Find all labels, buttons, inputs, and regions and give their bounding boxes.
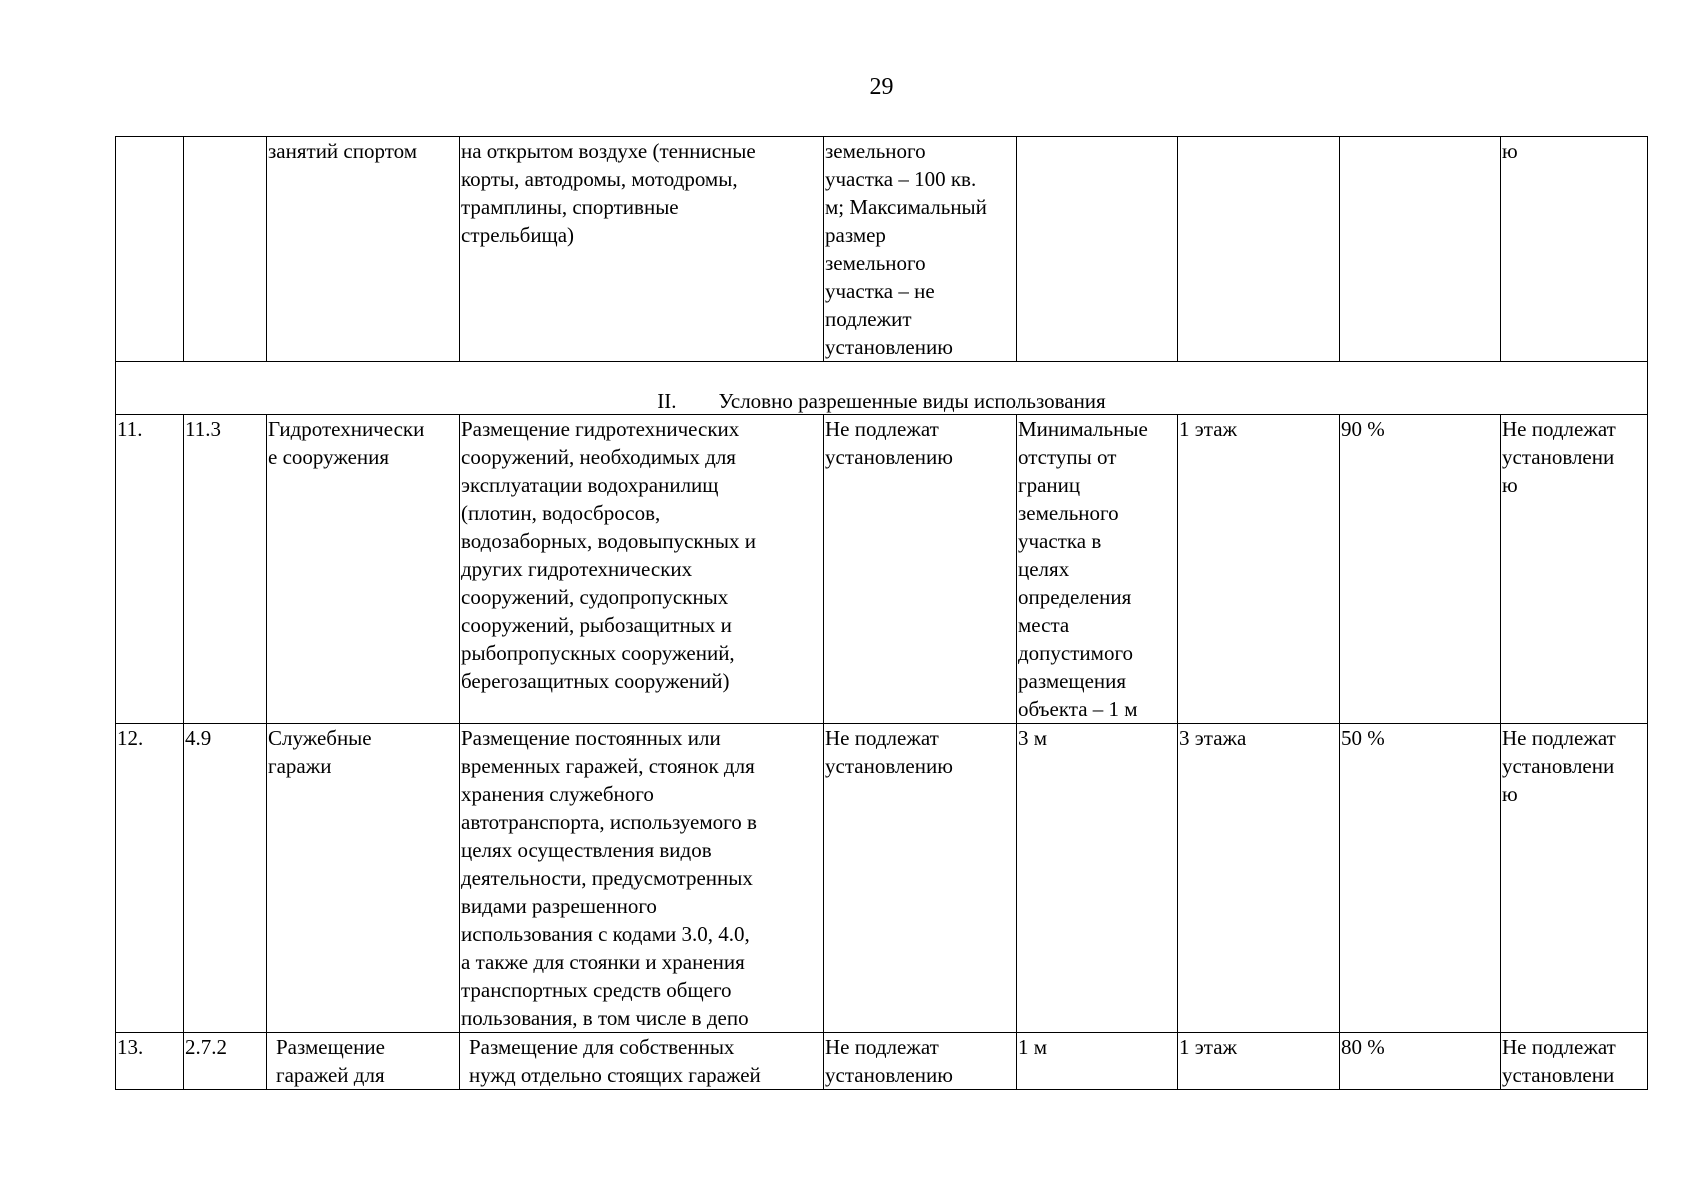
section-header-row [116,362,1648,415]
section-number: II. [657,389,677,413]
table-row [116,415,1648,724]
cell-coverage: 80 % [1340,1033,1501,1090]
cell-plot-size: Не подлежат установлению [824,1033,1017,1090]
cell-description: Размещение для собственных нужд отдельно стоящих гаражей [460,1033,824,1090]
cell-use-name: Служебные гаражи [267,724,460,1033]
cell-code: 4.9 [184,724,267,1033]
cell-description: Размещение гидротехнических сооружений, необходимых для эксплуатации водохранилищ (плотин, водосбросов, водозаборных, водовыпускных и других гидротехнических сооружений, судопропускных сооружений, рыбозащитных и рыбопропускных сооружений, берегозащитных сооружений) [460,415,824,724]
cell-use-name: Гидротехнически е сооружения [267,415,460,724]
cell-number: 13. [116,1033,184,1090]
cell-other: ю [1501,137,1648,362]
table-row [116,1033,1648,1090]
table-row [116,724,1648,1033]
cell-other: Не подлежат установлени ю [1501,415,1648,724]
cell-coverage [1340,137,1501,362]
cell-plot-size: Не подлежат установлению [824,415,1017,724]
cell-floors: 3 этажа [1178,724,1340,1033]
cell-number: 11. [116,415,184,724]
cell-floors: 1 этаж [1178,415,1340,724]
cell-use-name: Размещение гаражей для [267,1033,460,1090]
cell-number [116,137,184,362]
cell-setback: 1 м [1017,1033,1178,1090]
cell-floors: 1 этаж [1178,1033,1340,1090]
section-title: Условно разрешенные виды использования [718,389,1106,413]
cell-other: Не подлежат установлени [1501,1033,1648,1090]
cell-setback [1017,137,1178,362]
cell-floors [1178,137,1340,362]
cell-other: Не подлежат установлени ю [1501,724,1648,1033]
cell-description: Размещение постоянных или временных гаражей, стоянок для хранения служебного автотранспорта, используемого в целях осуществления видов деятельности, предусмотренных видами разрешенного использования с кодами 3.0, 4.0, а также для стоянки и хранения транспортных средств общего пользования, в том числе в депо [460,724,824,1033]
cell-plot-size: земельного участка – 100 кв. м; Максимальный размер земельного участка – не подлежит установлению [824,137,1017,362]
table-row-continued [116,137,1648,362]
cell-code: 2.7.2 [184,1033,267,1090]
cell-code [184,137,267,362]
zoning-regulations-table [115,136,1648,1090]
cell-coverage: 50 % [1340,724,1501,1033]
cell-coverage: 90 % [1340,415,1501,724]
page-number: 29 [869,74,894,100]
cell-code: 11.3 [184,415,267,724]
cell-number: 12. [116,724,184,1033]
section-header [116,362,1648,415]
cell-setback: 3 м [1017,724,1178,1033]
cell-setback: Минимальные отступы от границ земельного участка в целях определения места допустимого размещения объекта – 1 м [1017,415,1178,724]
cell-description: на открытом воздухе (теннисные корты, автодромы, мотодромы, трамплины, спортивные стрельбища) [460,137,824,362]
cell-plot-size: Не подлежат установлению [824,724,1017,1033]
cell-use-name: занятий спортом [267,137,460,362]
